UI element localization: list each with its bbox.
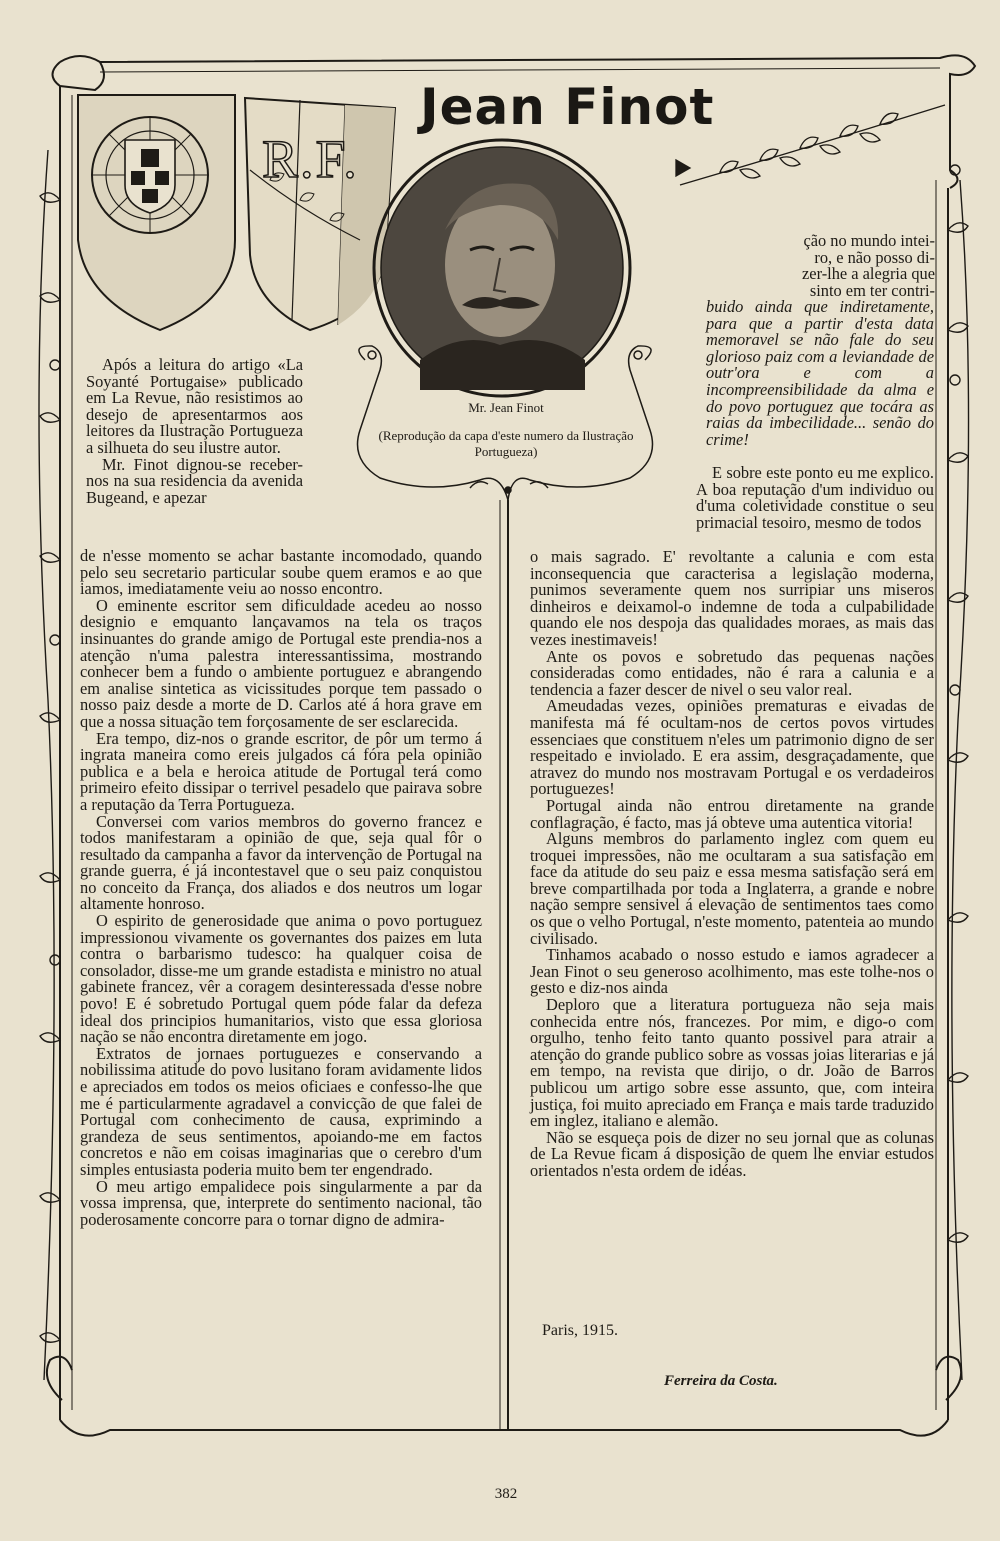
left-vine <box>39 150 60 1380</box>
left-column <box>80 548 482 1228</box>
caption-name: Mr. Jean Finot <box>468 400 544 415</box>
left-paragraph-2: O eminente escritor sem dificuldade acedeu ao nosso designio e emquanto lançavamos na tela os traços insinuantes do grande amigo de Portugal este prendia-nos a atenção n'uma palestra interessantissima, mostrando conhecer bem a fundo o ambiente portuguez e abrangendo em analise sintetica as vicissitudes porque tem passado o nosso paiz desde a morte de D. Carlos até á hora grave em que a nossa situação tem forçosamente de ser esclarecida. <box>80 595 482 731</box>
left-paragraph-1: de n'esse momento se achar bastante incomodado, quando pelo seu secretario particular soube quem eramos e ao que iamos, imediatamente veiu ao nosso encontro. <box>80 546 482 599</box>
right-paragraph-1: o mais sagrado. E' revoltante a calunia e com esta inconsequencia que caracterisa a legislação moderna, punimos severamente quem nos surripiar uns miseros dinheiros e deixamol-o indemne de toda a culpabilidade quando ele nos despoja das qualidades moraes, as mais das vezes inestimaveis! <box>530 547 934 649</box>
portuguese-shield <box>78 95 235 330</box>
caption-note: (Reprodução da capa d'este numero da Ilustração Portugueza) <box>378 428 634 459</box>
right-paragraph-8: Não se esqueça pois de dizer no seu jornal que as colunas de La Revue ficam á disposição de quem lhe enviar estudos orientados n'esta ordem de idéas. <box>530 1127 934 1180</box>
place-date: Paris, 1915. <box>542 1322 618 1339</box>
right-top-line-4: sinto em ter contri- <box>809 280 935 300</box>
portrait-medallion <box>374 140 630 396</box>
right-paragraph-7: Deploro que a literatura portugueza não seja mais conhecida entre nós, francezes. Por mim, e digo-o com orgulho, tenho feito tanto quanto possivel para atrair a atenção do grande publico sobre as vossas joias literarias e já em tempo, na revista que dirijo, o dr. João de Barros publicou um artigo sobre esse assunto, que, com inteira justiça, foi muito apreciado em França e mais tarde traduzido em inglez, italiano e alemão. <box>530 995 934 1131</box>
right-vine <box>948 165 969 1380</box>
left-paragraph-4: Conversei com varios membros do governo francez e todos manifestaram a opinião de que, seja qual fôr o resultado da campanha a favor da intervenção de Portugal na grande guerra, é já incontestavel que o seu paiz conquistou no conceito da França, dos aliados e dos neutros um logar altamente honroso. <box>80 811 482 914</box>
rf-emblem-text: R.F. <box>262 129 359 189</box>
right-top-line-3: zer-lhe a alegria que <box>802 264 935 284</box>
right-paragraph-3: Ameudadas vezes, opiniões prematuras e eivadas de manifesta má fé ocultam-nos de certos povos virtudes essenciaes que constituem n'eles um patrimonio digno de ser respeitado e inviolado. E era assim, desgraçadamente, que atravez do mundo nos mostravam Portugal e os verdadeiros portuguezes! <box>530 696 934 799</box>
right-paragraph-6: Tinhamos acabado o nosso estudo e iamos agradecer a Jean Finot o seu generoso acolhimento, mas este tolhe-nos o gesto e diz-nos ainda <box>530 945 934 998</box>
right-top-lines <box>765 233 935 299</box>
right-paragraph-5: Alguns membros do parlamento inglez com quem eu troquei impressões, não me ocultaram a sua satisfação em face da atitude do seu paiz e essa mesma satisfação será em breve compartilhada por toda a Inglaterra, a grande e nobre nação sempre sensivel á elevação de sentimentos taes como os que o velho Portugal, n'este momento, patenteia ao mundo civilisado. <box>530 829 934 948</box>
left-intro-block <box>86 357 303 506</box>
right-top-line-1: ção no mundo intei- <box>803 231 935 250</box>
right-top-line-2: ro, e não posso di- <box>814 247 935 267</box>
right-column <box>530 549 934 1180</box>
left-paragraph-7: O meu artigo empalidece pois singularmente a par da vossa imprensa, que, interprete do sentimento nacional, tão poderosamente concorre para o tornar digno de admira- <box>80 1176 482 1229</box>
page-title: Jean Finot <box>420 78 715 136</box>
left-paragraph-6: Extratos de jornaes portuguezes e conservando a nobilissima atitude do povo lusitano foram avidamente lidos e apreciados em todos os meios oficiaes e confesso-lhe que me é particularmente agradavel a convicção de que falei de Portugal com conhecimento de causa, exprimindo a grandeza de seus sentimentos, apoiando-me em factos concretos e não em coisas imaginarias que o cerebro d'um simples entusiasta poderia muito bem ter engendrado. <box>80 1043 482 1179</box>
author-signature: Ferreira da Costa. <box>664 1373 778 1389</box>
right-mid-para: E sobre este ponto eu me explico. A boa reputação d'um individuo ou d'uma coletividade constitue o seu primacial tesoiro, mesmo de todos <box>696 463 934 532</box>
right-paragraph-4: Portugal ainda não entrou diretamente na grande conflagração, é facto, mas já obteve uma autentica vitoria! <box>530 795 934 832</box>
left-paragraph-3: Era tempo, diz-nos o grande escritor, de pôr um termo á ingrata maneira como ereis julgados cá fóra pela opinião publica e a bela e heroica atitude de Portugal terá como primeiro efeito dissipar o terrivel pesadelo que pairava sobre a reputação da Terra Portugueza. <box>80 728 482 814</box>
right-paragraph-2: Ante os povos e sobretudo das pequenas nações consideradas como entidades, não é rara a calunia e a tendencia a fazer descer de nivel o seu valor real. <box>530 646 934 699</box>
right-mid-block <box>696 465 934 531</box>
right-quote-para: buido ainda que indiretamente, para que a partir d'esta data memoravel se não fale do seu glorioso paiz com a leviandade de outr'ora e com a incompreensibilidade da alma e do povo portuguez que tocára as raias da imbecilidade... senão do crime! <box>706 297 934 449</box>
page-number: 382 <box>494 1486 518 1502</box>
left-intro-para-2: Mr. Finot dignou-se receber-nos na sua residencia da avenida Bugeand, e apezar <box>86 454 303 507</box>
right-quote-block <box>706 299 934 448</box>
left-paragraph-5: O espirito de generosidade que anima o povo portuguez impressionou vivamente os governantes dos paizes em luta contra o barbarismo tudesco: ha qualquer coisa de consolador, disse-me um grande estadista e ministro no atual gabinete francez, vêr a coragem desinteressada d'esse nobre povo! E é sobretudo Portugal quem póde falar da defeza ideal dos principios humanitarios, visto que essa gloriosa nação se não encontra diretamente em jogo. <box>80 911 482 1047</box>
bottom-border <box>60 1420 948 1436</box>
portrait-caption <box>375 400 637 460</box>
left-intro-para: Após a leitura do artigo «La Soyanté Portugaise» publicado em La Revue, não resistimos ao desejo de apresentarmos aos leitores da Ilustração Portugueza a silhueta do seu ilustre autor. <box>86 355 303 457</box>
